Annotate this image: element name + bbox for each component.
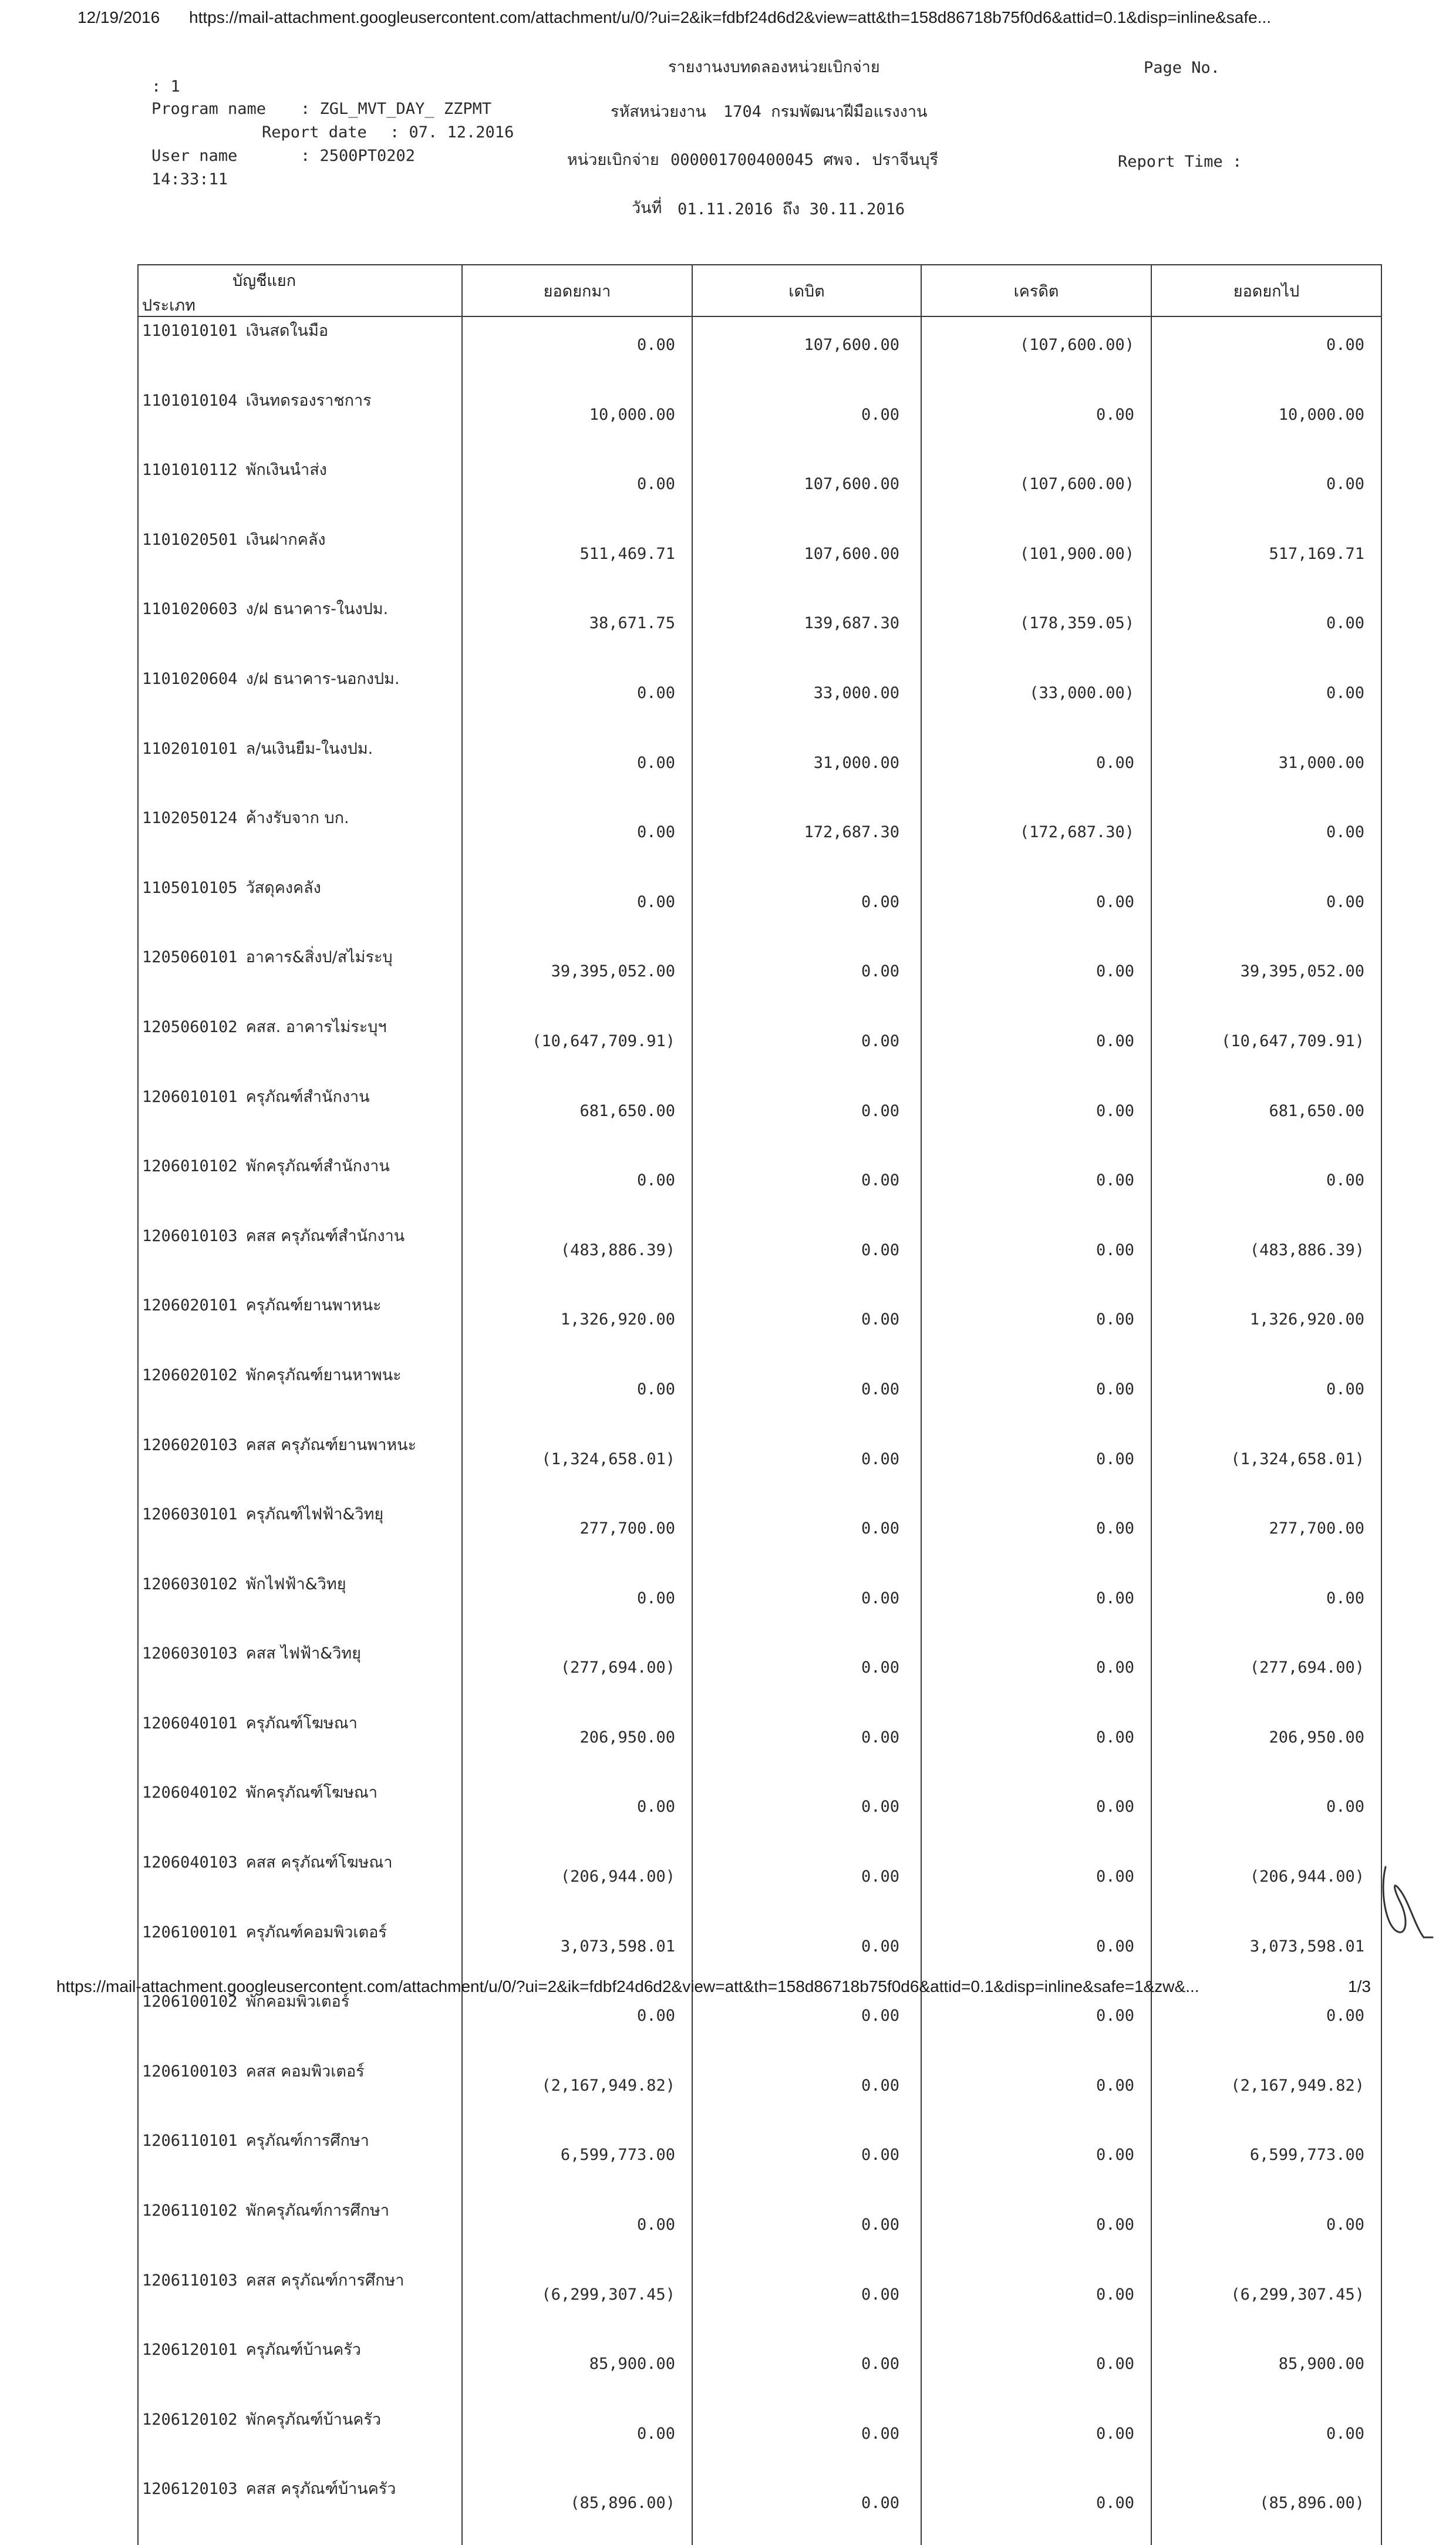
table-header-row (138, 265, 1381, 316)
carried-forward-value: 0.00 (1151, 316, 1381, 387)
carried-forward-value: 85,900.00 (1151, 2336, 1381, 2406)
brought-forward-value: 0.00 (462, 1152, 692, 1222)
brought-forward-value: 6,599,773.00 (462, 2127, 692, 2197)
carried-forward-value: 39,395,052.00 (1151, 943, 1381, 1013)
brought-forward-value: 0.00 (462, 1988, 692, 2058)
account-cell (138, 1083, 462, 1153)
table-row (138, 735, 1381, 805)
header-credit: เครดิต (921, 265, 1151, 316)
credit-value: 0.00 (921, 1501, 1151, 1570)
account-cell (138, 1570, 462, 1640)
account-cell (138, 2336, 462, 2406)
report-date-value: : 07. 12.2016 (390, 123, 514, 141)
carried-forward-value: 0.00 (1151, 2406, 1381, 2476)
account-code: 1102010101 (142, 739, 238, 758)
table-row (138, 1431, 1381, 1501)
debit-value: 33,000.00 (692, 665, 921, 735)
header-account (138, 265, 462, 316)
agency-value: 1704 กรมพัฒนาฝีมือแรงงาน (723, 103, 928, 121)
table-row (138, 2127, 1381, 2197)
account-cell (138, 1013, 462, 1083)
table-row (138, 316, 1381, 387)
account-code: 1206010102 (142, 1157, 238, 1176)
credit-value: 0.00 (921, 1710, 1151, 1779)
brought-forward-value: (2,167,949.82) (462, 2058, 692, 2128)
account-code: 1206020101 (142, 1296, 238, 1315)
account-code: 1205060102 (142, 1017, 238, 1036)
brought-forward-value: (483,886.39) (462, 1222, 692, 1292)
account-code: 1206120102 (142, 2410, 238, 2429)
carried-forward-value: 0.00 (1151, 665, 1381, 735)
account-cell (138, 1988, 462, 2058)
credit-value: 0.00 (921, 1570, 1151, 1640)
account-code: 1205060101 (142, 948, 238, 967)
table-row (138, 943, 1381, 1013)
account-code: 1206100103 (142, 2062, 238, 2081)
header-account-line1: บัญชีแยก (232, 272, 296, 290)
account-cell (138, 943, 462, 1013)
credit-value: 0.00 (921, 874, 1151, 944)
table-row (138, 874, 1381, 944)
debit-value: 172,687.30 (692, 804, 921, 874)
table-row (138, 526, 1381, 596)
carried-forward-value: 517,169.71 (1151, 526, 1381, 596)
account-name: ง/ฝ ธนาคาร-นอกงปม. (245, 669, 400, 688)
debit-value: 107,600.00 (692, 526, 921, 596)
account-name: พักคอมพิวเตอร์ (245, 1993, 350, 2011)
account-cell (138, 1710, 462, 1779)
account-cell (138, 874, 462, 944)
account-name: ครุภัณฑ์คอมพิวเตอร์ (245, 1923, 387, 1941)
account-code: 1206100101 (142, 1923, 238, 1941)
table-row (138, 1570, 1381, 1640)
brought-forward-value: 0.00 (462, 735, 692, 805)
credit-value: 0.00 (921, 1222, 1151, 1292)
brought-forward-value: 0.00 (462, 874, 692, 944)
brought-forward-value: (85,896.00) (462, 2475, 692, 2545)
account-name: ครุภัณฑ์ไฟฟ้า&วิทยุ (245, 1505, 384, 1524)
credit-value: 0.00 (921, 387, 1151, 457)
credit-value: 0.00 (921, 1083, 1151, 1153)
account-code: 1101020603 (142, 600, 238, 619)
carried-forward-value: 10,000.00 (1151, 387, 1381, 457)
account-name: คสส ครุภัณฑ์ยานพาหนะ (245, 1435, 417, 1454)
carried-forward-value: 3,073,598.01 (1151, 1919, 1381, 1988)
account-cell (138, 1849, 462, 1919)
debit-value: 0.00 (692, 1152, 921, 1222)
table-row (138, 1640, 1381, 1710)
debit-value: 107,600.00 (692, 456, 921, 526)
account-code: 1105010105 (142, 878, 238, 897)
carried-forward-value: 206,950.00 (1151, 1710, 1381, 1779)
account-cell (138, 1152, 462, 1222)
user-name-value: : 2500PT0202 (301, 147, 416, 165)
account-cell (138, 456, 462, 526)
debit-value: 0.00 (692, 1083, 921, 1153)
account-code: 1206120101 (142, 2341, 238, 2359)
brought-forward-value: 38,671.75 (462, 595, 692, 665)
account-name: คสส คอมพิวเตอร์ (245, 2062, 365, 2081)
carried-forward-value: (1,324,658.01) (1151, 1431, 1381, 1501)
table-row (138, 1779, 1381, 1849)
debit-value: 0.00 (692, 1361, 921, 1431)
header-debit: เดบิต (692, 265, 921, 316)
credit-value: (178,359.05) (921, 595, 1151, 665)
carried-forward-value: (206,944.00) (1151, 1849, 1381, 1919)
credit-value: 0.00 (921, 2475, 1151, 2545)
account-code: 1206020103 (142, 1435, 238, 1454)
credit-value: (101,900.00) (921, 526, 1151, 596)
account-code: 1206030103 (142, 1644, 238, 1663)
brought-forward-value: 0.00 (462, 804, 692, 874)
brought-forward-value: 206,950.00 (462, 1710, 692, 1779)
carried-forward-value: (10,647,709.91) (1151, 1013, 1381, 1083)
table-row (138, 2406, 1381, 2476)
table-row (138, 1710, 1381, 1779)
account-name: อาคาร&สิ่งป/สไม่ระบุ (245, 948, 393, 967)
period-label: วันที่ (632, 199, 662, 217)
table-row (138, 1292, 1381, 1361)
credit-value: 0.00 (921, 1919, 1151, 1988)
debit-value: 0.00 (692, 1570, 921, 1640)
print-date: 12/19/2016 (77, 8, 160, 26)
credit-value: 0.00 (921, 2127, 1151, 2197)
account-code: 1206100102 (142, 1993, 238, 2011)
table-row (138, 387, 1381, 457)
account-name: วัสดุคงคลัง (245, 878, 321, 897)
account-cell (138, 804, 462, 874)
account-code: 1101010101 (142, 322, 238, 340)
account-code: 1101010104 (142, 391, 238, 410)
agency-label: รหัสหน่วยงาน (611, 103, 706, 121)
account-name: คสส. อาคารไม่ระบุฯ (245, 1017, 387, 1036)
table-row (138, 1152, 1381, 1222)
table-row (138, 1222, 1381, 1292)
debit-value: 139,687.30 (692, 595, 921, 665)
carried-forward-value: 0.00 (1151, 1361, 1381, 1431)
credit-value: 0.00 (921, 1849, 1151, 1919)
account-code: 1206030102 (142, 1575, 238, 1593)
debit-value: 107,600.00 (692, 316, 921, 387)
table-row (138, 2197, 1381, 2267)
carried-forward-value: 6,599,773.00 (1151, 2127, 1381, 2197)
account-code: 1206020102 (142, 1366, 238, 1384)
account-cell (138, 2406, 462, 2476)
account-cell (138, 1222, 462, 1292)
print-page-count: 1/3 (1348, 1977, 1371, 1995)
carried-forward-value: 0.00 (1151, 1570, 1381, 1640)
page-no-value: : 1 (151, 77, 180, 96)
credit-value: 0.00 (921, 1431, 1151, 1501)
brought-forward-value: (1,324,658.01) (462, 1431, 692, 1501)
table-row (138, 456, 1381, 526)
credit-value: 0.00 (921, 1988, 1151, 2058)
account-name: คสส ครุภัณฑ์สำนักงาน (245, 1226, 405, 1245)
account-code: 1101010112 (142, 461, 238, 480)
brought-forward-value: 0.00 (462, 316, 692, 387)
signature-mark (1374, 1855, 1438, 1949)
debit-value: 0.00 (692, 1710, 921, 1779)
carried-forward-value: 0.00 (1151, 804, 1381, 874)
account-code: 1206010103 (142, 1226, 238, 1245)
report-time-label: Report Time : (1118, 153, 1242, 171)
carried-forward-value: 277,700.00 (1151, 1501, 1381, 1570)
brought-forward-value: 0.00 (462, 2406, 692, 2476)
credit-value: 0.00 (921, 2197, 1151, 2267)
debit-value: 0.00 (692, 2475, 921, 2545)
carried-forward-value: (277,694.00) (1151, 1640, 1381, 1710)
debit-value: 0.00 (692, 2336, 921, 2406)
account-code: 1101020604 (142, 669, 238, 688)
account-cell (138, 1779, 462, 1849)
carried-forward-value: 681,650.00 (1151, 1083, 1381, 1153)
debit-value: 0.00 (692, 2197, 921, 2267)
disbursing-unit-value: 000001700400045 ศพจ. ปราจีนบุรี (670, 151, 939, 169)
carried-forward-value: 0.00 (1151, 456, 1381, 526)
debit-value: 0.00 (692, 874, 921, 944)
carried-forward-value: 0.00 (1151, 1988, 1381, 2058)
brought-forward-value: 10,000.00 (462, 387, 692, 457)
account-code: 1102050124 (142, 809, 238, 828)
account-cell (138, 1292, 462, 1361)
account-cell (138, 2267, 462, 2337)
account-name: คสส ครุภัณฑ์โฆษณา (245, 1853, 393, 1872)
brought-forward-value: (206,944.00) (462, 1849, 692, 1919)
table-row (138, 665, 1381, 735)
account-name: เงินทดรองราชการ (245, 391, 372, 410)
debit-value: 0.00 (692, 2127, 921, 2197)
carried-forward-value: 31,000.00 (1151, 735, 1381, 805)
brought-forward-value: 277,700.00 (462, 1501, 692, 1570)
account-cell (138, 735, 462, 805)
account-name: เงินสดในมือ (245, 322, 329, 340)
account-name: พักครุภัณฑ์การศึกษา (245, 2202, 389, 2220)
account-name: ค้างรับจาก บก. (245, 809, 349, 828)
table-row (138, 804, 1381, 874)
brought-forward-value: 0.00 (462, 456, 692, 526)
brought-forward-value: (10,647,709.91) (462, 1013, 692, 1083)
table-row (138, 1501, 1381, 1570)
brought-forward-value: 0.00 (462, 1570, 692, 1640)
carried-forward-value: (483,886.39) (1151, 1222, 1381, 1292)
account-code: 1206010101 (142, 1087, 238, 1106)
print-header-url: https://mail-attachment.googleusercontent.com/attachment/u/0/?ui=2&ik=fdbf24d6d2&view=att&th=158d86718b75f0d6&attid=0.1&disp=inline&safe... (189, 8, 1272, 26)
account-name: ครุภัณฑ์การศึกษา (245, 2132, 369, 2150)
credit-value: (172,687.30) (921, 804, 1151, 874)
account-name: ครุภัณฑ์สำนักงาน (245, 1087, 370, 1106)
brought-forward-value: 85,900.00 (462, 2336, 692, 2406)
disbursing-unit-label: หน่วยเบิกจ่าย (567, 151, 659, 169)
account-code: 1206110101 (142, 2132, 238, 2150)
debit-value: 0.00 (692, 387, 921, 457)
table-row (138, 2475, 1381, 2545)
account-code: 1206110103 (142, 2271, 238, 2290)
table-row (138, 2058, 1381, 2128)
carried-forward-value: 0.00 (1151, 1152, 1381, 1222)
account-name: ครุภัณฑ์ยานพาหนะ (245, 1296, 382, 1315)
debit-value: 0.00 (692, 1640, 921, 1710)
header-account-line2: ประเภท (142, 296, 196, 315)
report-time-value: 14:33:11 (151, 170, 228, 188)
account-cell (138, 1431, 462, 1501)
carried-forward-value: 0.00 (1151, 2197, 1381, 2267)
debit-value: 0.00 (692, 1988, 921, 2058)
account-cell (138, 665, 462, 735)
account-cell (138, 2127, 462, 2197)
debit-value: 0.00 (692, 943, 921, 1013)
period-value: 01.11.2016 ถึง 30.11.2016 (678, 200, 905, 218)
credit-value: (107,600.00) (921, 456, 1151, 526)
account-cell (138, 2197, 462, 2267)
report-date-label: Report date (262, 123, 367, 141)
table-row (138, 1013, 1381, 1083)
program-name-label: Program name (151, 100, 267, 118)
brought-forward-value: 0.00 (462, 1361, 692, 1431)
account-code: 1206120103 (142, 2480, 238, 2499)
account-code: 1206040101 (142, 1714, 238, 1732)
brought-forward-value: 0.00 (462, 665, 692, 735)
carried-forward-value: (2,167,949.82) (1151, 2058, 1381, 2128)
account-name: พักเงินนำส่ง (245, 461, 327, 480)
debit-value: 0.00 (692, 1501, 921, 1570)
brought-forward-value: 0.00 (462, 1779, 692, 1849)
table-row (138, 595, 1381, 665)
account-cell (138, 526, 462, 596)
brought-forward-value: 0.00 (462, 2197, 692, 2267)
carried-forward-value: (6,299,307.45) (1151, 2267, 1381, 2337)
credit-value: 0.00 (921, 1640, 1151, 1710)
report-title: รายงานงบทดลองหน่วยเบิกจ่าย (668, 58, 880, 76)
debit-value: 0.00 (692, 2267, 921, 2337)
credit-value: 0.00 (921, 1152, 1151, 1222)
table-body (138, 316, 1381, 2545)
account-code: 1206040102 (142, 1784, 238, 1802)
account-name: พักครุภัณฑ์บ้านครัว (245, 2410, 382, 2429)
brought-forward-value: 681,650.00 (462, 1083, 692, 1153)
carried-forward-value: 0.00 (1151, 595, 1381, 665)
account-name: ง/ฝ ธนาคาร-ในงปม. (245, 600, 389, 619)
credit-value: 0.00 (921, 735, 1151, 805)
table-row (138, 2267, 1381, 2337)
carried-forward-value: 1,326,920.00 (1151, 1292, 1381, 1361)
brought-forward-value: (6,299,307.45) (462, 2267, 692, 2337)
debit-value: 0.00 (692, 1013, 921, 1083)
account-name: คสส ครุภัณฑ์บ้านครัว (245, 2480, 396, 2499)
brought-forward-value: 39,395,052.00 (462, 943, 692, 1013)
account-code: 1101020501 (142, 530, 238, 549)
credit-value: 0.00 (921, 1779, 1151, 1849)
account-name: พักไฟฟ้า&วิทยุ (245, 1575, 346, 1593)
debit-value: 0.00 (692, 1919, 921, 1988)
debit-value: 0.00 (692, 1849, 921, 1919)
header-carried-forward: ยอดยกไป (1151, 265, 1381, 316)
brought-forward-value: (277,694.00) (462, 1640, 692, 1710)
account-name: ล/นเงินยืม-ในงปม. (245, 739, 373, 758)
account-name: ครุภัณฑ์โฆษณา (245, 1714, 358, 1732)
account-name: พักครุภัณฑ์โฆษณา (245, 1784, 378, 1802)
account-code: 1206030101 (142, 1505, 238, 1524)
credit-value: 0.00 (921, 1013, 1151, 1083)
credit-value: 0.00 (921, 2267, 1151, 2337)
debit-value: 0.00 (692, 1292, 921, 1361)
brought-forward-value: 511,469.71 (462, 526, 692, 596)
debit-value: 31,000.00 (692, 735, 921, 805)
account-cell (138, 1640, 462, 1710)
account-cell (138, 316, 462, 387)
account-name: พักครุภัณฑ์สำนักงาน (245, 1157, 390, 1176)
carried-forward-value: (85,896.00) (1151, 2475, 1381, 2545)
account-cell (138, 2058, 462, 2128)
header-brought-forward: ยอดยกมา (462, 265, 692, 316)
account-cell (138, 1361, 462, 1431)
user-name-label: User name (151, 147, 238, 165)
account-code: 1206040103 (142, 1853, 238, 1872)
print-footer-url: https://mail-attachment.googleusercontent.com/attachment/u/0/?ui=2&ik=fdbf24d6d2&view=att&th=158d86718b75f0d6&attid=0.1&disp=inline&safe=1&zw&... (56, 1977, 1199, 1995)
carried-forward-value: 0.00 (1151, 1779, 1381, 1849)
credit-value: 0.00 (921, 1361, 1151, 1431)
credit-value: 0.00 (921, 2336, 1151, 2406)
credit-value: 0.00 (921, 2406, 1151, 2476)
table-row (138, 1988, 1381, 2058)
credit-value: 0.00 (921, 943, 1151, 1013)
account-name: ครุภัณฑ์บ้านครัว (245, 2341, 361, 2359)
account-code: 1206110102 (142, 2202, 238, 2220)
credit-value: (33,000.00) (921, 665, 1151, 735)
brought-forward-value: 1,326,920.00 (462, 1292, 692, 1361)
table-row (138, 1361, 1381, 1431)
credit-value: (107,600.00) (921, 316, 1151, 387)
account-name: คสส ไฟฟ้า&วิทยุ (245, 1644, 361, 1663)
brought-forward-value: 3,073,598.01 (462, 1919, 692, 1988)
table-row (138, 1083, 1381, 1153)
account-name: เงินฝากคลัง (245, 530, 326, 549)
debit-value: 0.00 (692, 2406, 921, 2476)
account-cell (138, 595, 462, 665)
account-cell (138, 387, 462, 457)
credit-value: 0.00 (921, 2058, 1151, 2128)
carried-forward-value: 0.00 (1151, 874, 1381, 944)
trial-balance-table (137, 264, 1382, 2545)
account-cell (138, 2475, 462, 2545)
debit-value: 0.00 (692, 1431, 921, 1501)
page-no-label: Page No. (1144, 59, 1221, 77)
debit-value: 0.00 (692, 2058, 921, 2128)
table-row (138, 1849, 1381, 1919)
debit-value: 0.00 (692, 1222, 921, 1292)
account-cell (138, 1501, 462, 1570)
debit-value: 0.00 (692, 1779, 921, 1849)
program-name-value: : ZGL_MVT_DAY_ ZZPMT (301, 100, 492, 118)
account-name: พักครุภัณฑ์ยานหาพนะ (245, 1366, 402, 1384)
credit-value: 0.00 (921, 1292, 1151, 1361)
table-row (138, 2336, 1381, 2406)
account-name: คสส ครุภัณฑ์การศึกษา (245, 2271, 405, 2290)
